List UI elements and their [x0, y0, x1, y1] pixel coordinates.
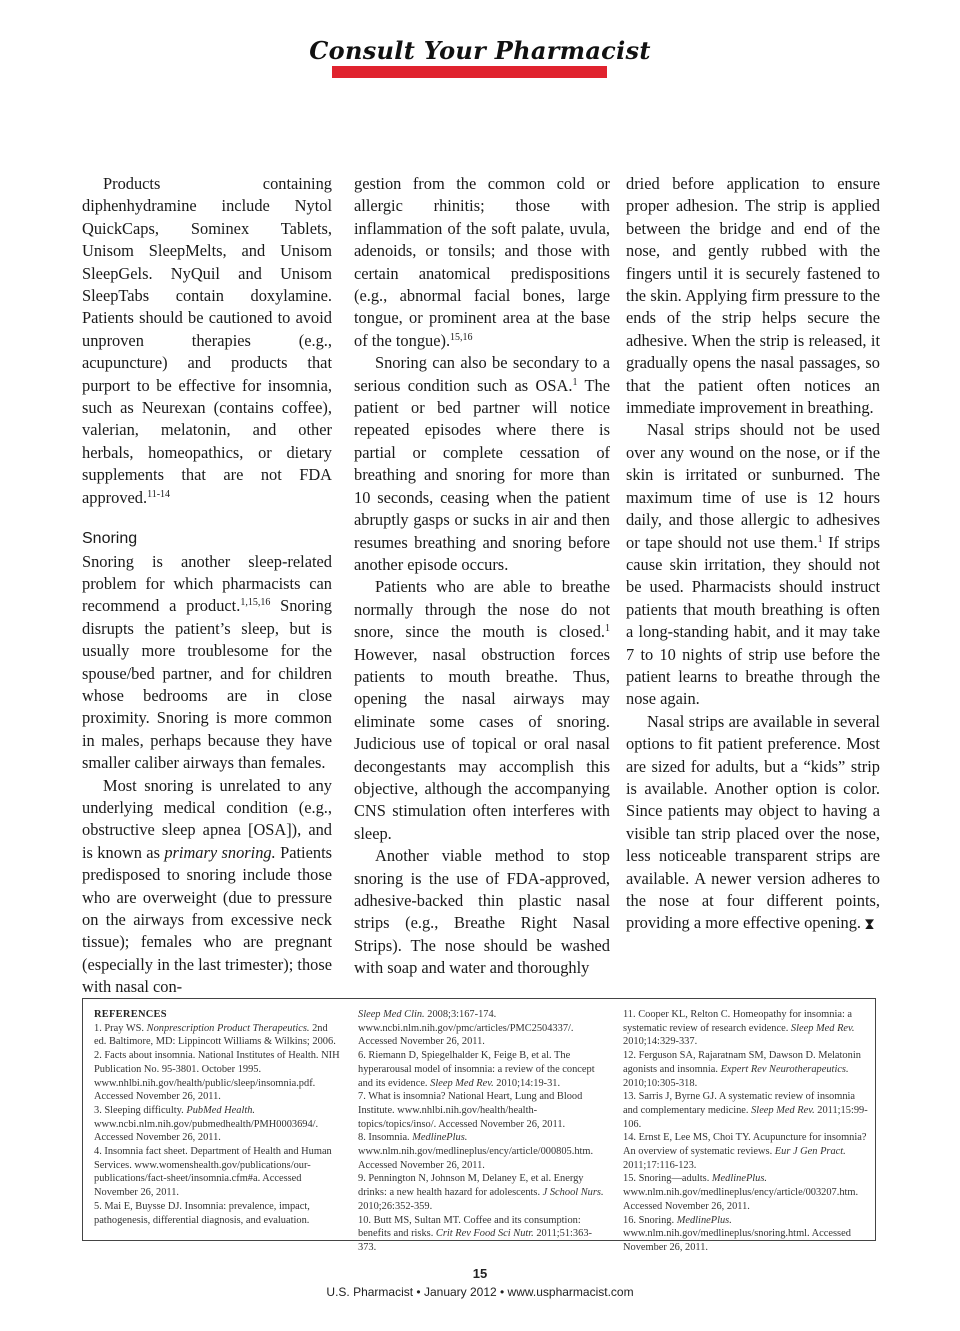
section-heading-snoring: Snoring — [82, 530, 138, 548]
reference-item: 2. Facts about insomnia. National Institutes of Health. NIH Publication No. 95-3801. October 1995. www.nhlbi.nih.gov/health/public/sleep/insomnia.pdf. Accessed November 26, 2011. — [94, 1050, 340, 1103]
paragraph: Patients who are able to breathe normally through the nose do not snore, since the mouth is closed.$^1$ However, nasal obstruction forces patients to mouth breathe. Thus, opening the nasal airways may eliminate some cases of snoring. Judicious use of topical or oral nasal decongestants may accomplish this objective, although the accompanying CNS stimulation often interferes with sleep. — [354, 577, 610, 843]
reference-item: 14. Ernst E, Lee MS, Choi TY. Acupuncture for insomnia? An overview of systematic reviews. Eur J Gen Pract. 2011;17:116-123. — [623, 1132, 867, 1171]
article-column-2 — [354, 173, 610, 980]
page-header — [0, 36, 960, 65]
references-box — [82, 998, 876, 1253]
paragraph: gestion from the common cold or allergic rhinitis; those with inflammation of the soft palate, uvula, adenoids, or tonsils; and those with certain anatomical predispositions (e.g., abnormal facial bones, large tongue, or prominent area at the base of the tongue).$^{15,16}$ — [354, 174, 610, 350]
article-column-1 — [82, 173, 332, 999]
header-title: Consult Your Pharmacist — [309, 36, 651, 65]
paragraph: Snoring is another sleep-related problem for which pharmacists can recommend a product.$^{1,15,16}$ Snoring disrupts the patient’s sleep, but is usually more troublesome for the spouse/bed partner, and for children whose bedrooms are in close proximity. Snoring is more common in males, perhaps because they have smaller caliber airways than females. — [82, 551, 332, 773]
publication-footer: U.S. Pharmacist • January 2012 • www.uspharmacist.com — [326, 1285, 634, 1299]
paragraph: Snoring can also be secondary to a serious condition such as OSA.$^1$ The patient or bed partner will notice repeated episodes where there is partial or complete cessation of breathing and snoring for more than 10 seconds, ceasing when the patient abruptly gasps or sucks in air and then resumes breathing and snoring before another episode occurs. — [354, 353, 610, 574]
reference-item: 4. Insomnia fact sheet. Department of Health and Human Services. www.womenshealth.gov/publications/our-publications/fact-sheet/insomnia.cfm#a. Accessed November 26, 2011. — [94, 1146, 332, 1199]
reference-item: 15. Snoring—adults. MedlinePlus. www.nlm.nih.gov/medlineplus/ency/article/003207.htm. Accessed November 26, 2011. — [623, 1173, 859, 1212]
reference-item: 1. Pray WS. Nonprescription Product Therapeutics. 2nd ed. Baltimore, MD: Lippincott Williams & Wilkins; 2006. — [94, 1022, 336, 1048]
references-heading: REFERENCES — [94, 1009, 167, 1020]
reference-item: 13. Sarris J, Byrne GJ. A systematic review of insomnia and complementary medicine. Sleep Med Rev. 2011;15:99-106. — [623, 1091, 868, 1130]
reference-item: 8. Insomnia. MedlinePlus. www.nlm.nih.gov/medlineplus/ency/article/000805.htm. Accessed November 26, 2011. — [358, 1132, 594, 1171]
paragraph: Another viable method to stop snoring is the use of FDA-approved, adhesive-backed thin plastic nasal strips (e.g., Breathe Right Nasal Strips). The nose should be washed with soap and water and thoroughly — [354, 846, 610, 978]
references-column-3 — [623, 1008, 869, 1255]
references-column-1 — [94, 1008, 340, 1227]
paragraph: Products containing diphenhydramine include Nytol QuickCaps, Sominex Tablets, Unisom SleepMelts, and Unisom SleepGels. NyQuil and Unisom SleepTabs contain doxylamine. Patients should be cautioned to avoid unproven therapies (e.g., acupuncture) and products that purport to be effective for insomnia, such as Neurexan (contains coffee), valerian, melatonin, and other herbals, homeopathics, or dietary supplements that are not FDA approved.$^{11-14}$ — [82, 174, 332, 507]
reference-item: Sleep Med Clin. 2008;3:167-174. www.ncbi.nlm.nih.gov/pmc/articles/PMC2504337/. Accessed November 26, 2011. — [358, 1009, 574, 1048]
reference-item: 6. Riemann D, Spiegelhalder K, Feige B, et al. The hyperarousal model of insomnia: a review of the concept and its evidence. Sleep Med Rev. 2010;14:19-31. — [358, 1050, 595, 1089]
reference-item: 10. Butt MS, Sultan MT. Coffee and its consumption: benefits and risks. Crit Rev Food Sci Nutr. 2011;51:363-373. — [358, 1214, 592, 1253]
references-column-2 — [358, 1008, 604, 1255]
reference-item: 5. Mai E, Buysse DJ. Insomnia: prevalence, impact, pathogenesis, differential diagnosis, and evaluation. — [94, 1200, 310, 1226]
paragraph: Nasal strips are available in several options to fit patient preference. Most are sized for adults, but a “kids” strip is available. Another option is color. Since patients may object to having a visible tan strip placed over the nose, less noticeable transparent strips are available. A newer version adheres to the nose at four different points, providing a more effective opening. — [626, 711, 880, 933]
page-number: 15 — [472, 1266, 488, 1281]
reference-item: 3. Sleeping difficulty. PubMed Health. www.ncbi.nlm.nih.gov/pubmedhealth/PMH0003694/. Accessed November 26, 2011. — [94, 1104, 319, 1144]
reference-item: 11. Cooper KL, Relton C. Homeopathy for insomnia: a systematic review of research evidence. Sleep Med Rev. 2010;14:329-337. — [623, 1009, 855, 1048]
article-column-3 — [626, 173, 880, 935]
end-of-article-icon — [865, 919, 874, 929]
reference-item: 16. Snoring. MedlinePlus. www.nlm.nih.gov/medlineplus/snoring.html. Accessed November 26, 2011. — [623, 1214, 851, 1253]
paragraph: dried before application to ensure proper adhesion. The strip is applied between the bridge and end of the nose, and gently rubbed with the fingers until it is securely fastened to the skin. Applying firm pressure to the ends of the strip helps secure the adhesive. When the strip is released, it gradually opens the nasal passages, so that the patient often notices an immediate improvement in breathing. — [626, 174, 880, 418]
paragraph: Nasal strips should not be used over any wound on the nose, or if the skin is irritated or sunburned. The maximum time of use is 12 hours daily, and those allergic to adhesives or tape should not use them.$^1$ If strips cause skin irritation, they should not be used. Pharmacists should instruct patients that mouth breathing is often a long-standing habit, and it may take 7 to 10 nights of strip use before the patient learns to breathe through the nose again. — [626, 420, 880, 709]
reference-item: 12. Ferguson SA, Rajaratnam SM, Dawson D. Melatonin agonists and insomnia. Expert Rev Neurotherapeutics. 2010;10:305-318. — [623, 1050, 861, 1089]
reference-item: 7. What is insomnia? National Heart, Lung and Blood Institute. www.nhlbi.nih.gov/health/health-topics/topics/inso/. Accessed November 26, 2011. — [358, 1091, 583, 1130]
header-accent-bar — [332, 66, 607, 78]
reference-item: 9. Pennington N, Johnson M, Delaney E, et al. Energy drinks: a new health hazard for adolescents. J School Nurs. 2010;26:352-359. — [358, 1173, 604, 1212]
paragraph: Most snoring is unrelated to any underlying medical condition (e.g., obstructive sleep apnea [OSA]), and is known as primary snoring. Patients predisposed to snoring include those who are overweight (due to pressure on the airways from excessive neck tissue); females who are pregnant (especially in the last trimester); those with nasal con- — [82, 775, 333, 997]
